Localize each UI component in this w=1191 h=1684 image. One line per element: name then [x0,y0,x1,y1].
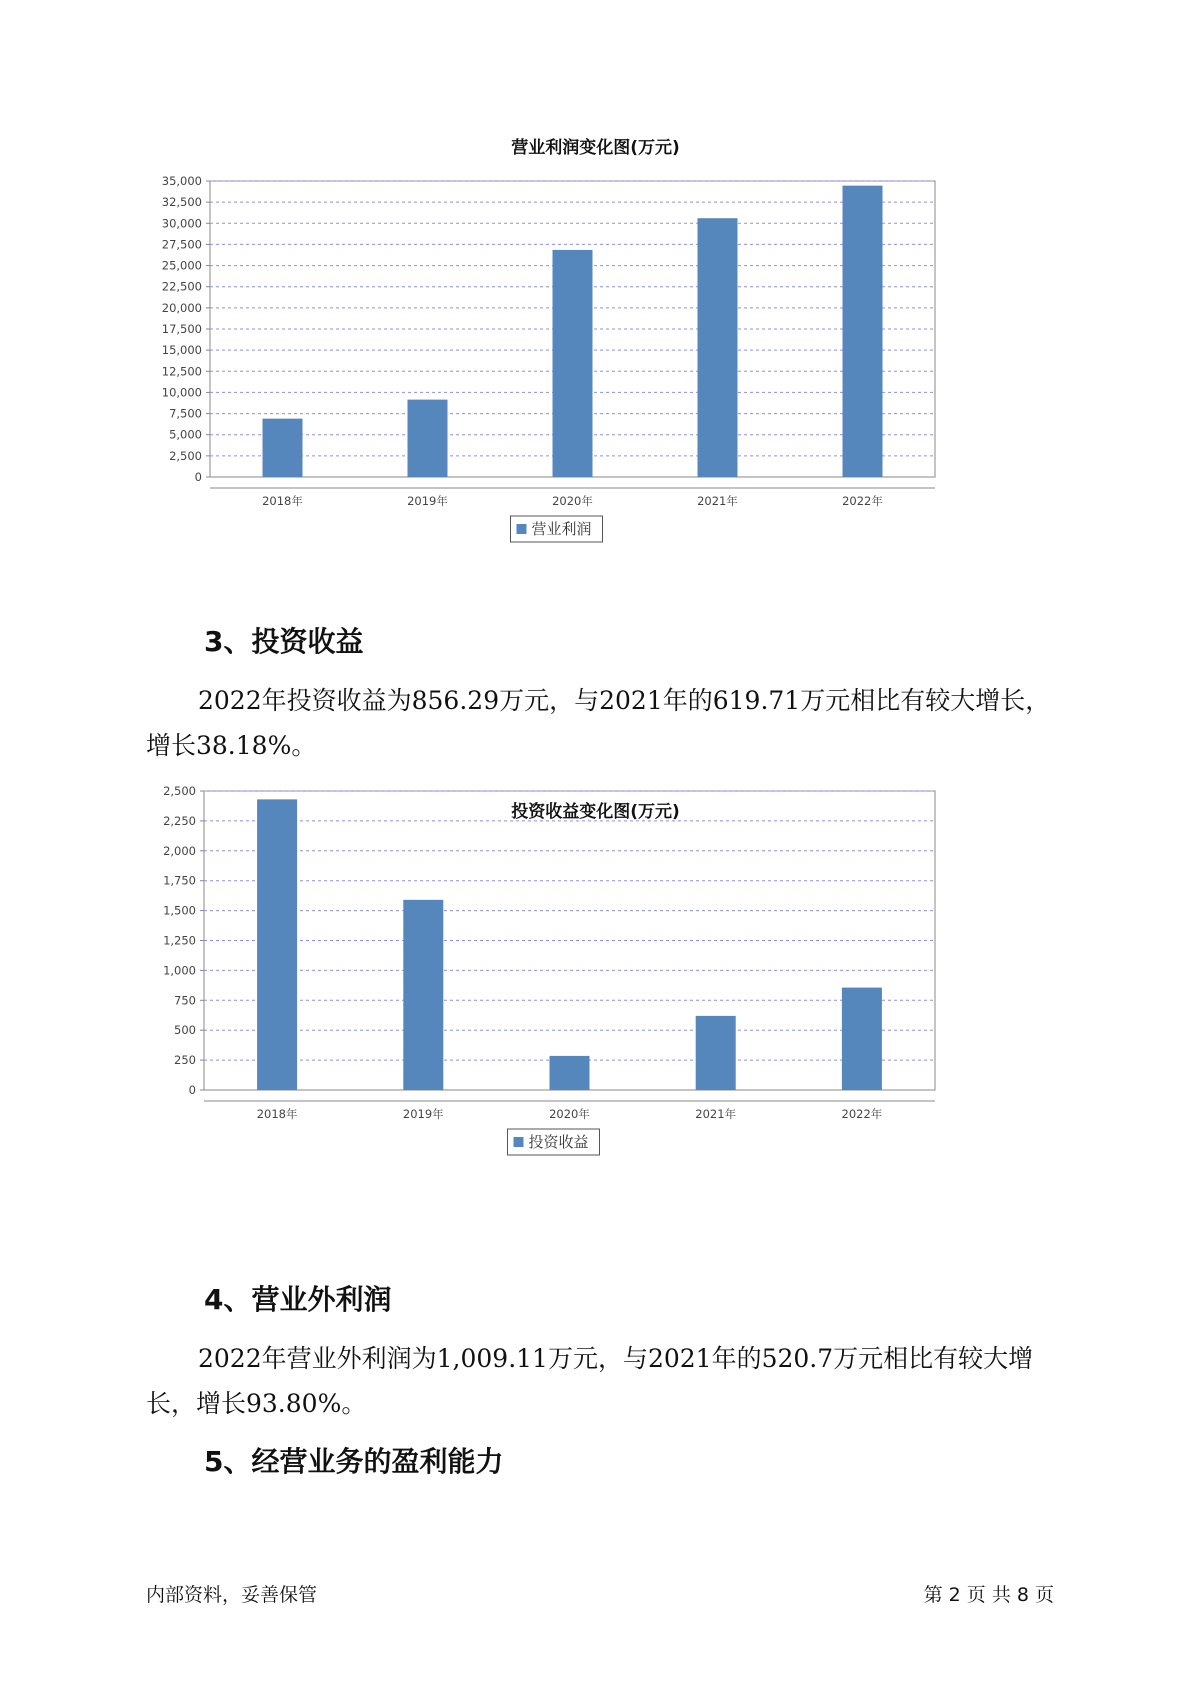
chart2-x-tick-label: 2019年 [402,1107,444,1121]
chart1-bar-2018年 [263,419,303,477]
chart2-title: 投资收益变化图(万元) [511,802,680,822]
chart1-x-tick-label: 2021年 [697,494,738,508]
chart1-y-tick-label: 10,000 [161,385,202,400]
chart2-y-tick-label: 500 [174,1023,196,1038]
chart1-y-tick-label: 0 [194,470,202,484]
chart2-y-tick-label: 250 [174,1053,196,1068]
chart1-bar-2019年 [408,400,448,477]
chart1-y-tick-label: 15,000 [161,343,202,358]
chart2-y-tick-label: 1,500 [163,903,196,918]
chart2-y-tick-label: 1,000 [163,963,196,978]
chart2-y-tick-label: 2,250 [163,813,196,828]
chart2-bar-2019年 [403,900,443,1090]
chart1-bar-2020年 [553,250,593,477]
chart1-y-tick-label: 12,500 [161,364,202,379]
chart1-legend-swatch [517,524,527,534]
chart1-y-tick-label: 2,500 [169,448,202,463]
section-5-heading: 5、经营业务的盈利能力 [204,1445,504,1478]
chart2-y-tick-label: 2,000 [163,843,196,858]
operating-profit-chart [0,170,1191,590]
chart2-bar-2021年 [696,1016,736,1090]
chart1-x-tick-label: 2018年 [262,494,303,508]
chart2-x-tick-label: 2022年 [841,1107,883,1121]
chart2-x-tick-label: 2018年 [256,1107,298,1121]
chart2-bar-2022年 [842,988,882,1090]
chart1-x-tick-label: 2020年 [552,494,593,508]
chart1-y-tick-label: 35,000 [161,174,202,188]
chart2-y-tick-label: 2,500 [163,784,196,798]
chart1-y-tick-label: 5,000 [169,427,202,442]
chart1-y-tick-label: 30,000 [161,216,202,231]
section-4-paragraph: 2022年营业外利润为1,009.11万元，与2021年的520.7万元相比有较大增长，增长93.80%。 [146,1344,1034,1418]
footer-confidential-note: 内部资料，妥善保管 [146,1584,318,1606]
section-3-paragraph: 2022年投资收益为856.29万元，与2021年的619.71万元相比有较大增长，增长38.18%。 [146,686,1051,760]
chart2-y-tick-label: 750 [174,993,196,1008]
section-4-heading: 4、营业外利润 [204,1283,392,1316]
section-3-heading: 3、投资收益 [204,625,364,658]
chart1-y-tick-label: 17,500 [161,322,202,336]
chart1-y-tick-label: 32,500 [161,195,202,210]
chart2-y-tick-label: 0 [188,1083,196,1097]
chart2-y-tick-label: 1,750 [163,873,196,888]
chart1-x-tick-label: 2022年 [842,494,883,508]
chart2-legend-swatch [514,1137,524,1147]
chart2-bar-2020年 [550,1056,590,1090]
chart2-y-tick-label: 1,250 [163,933,196,948]
chart2-x-tick-label: 2020年 [549,1107,590,1121]
chart1-legend-label: 营业利润 [531,520,592,538]
footer-page-number: 第 2 页 共 8 页 [923,1584,1054,1606]
chart1-title: 营业利润变化图(万元) [511,138,680,158]
chart1-y-tick-label: 20,000 [161,300,202,315]
chart1-bar-2022年 [843,186,883,477]
chart1-x-tick-label: 2019年 [407,494,448,508]
chart1-y-tick-label: 27,500 [161,237,202,252]
chart2-bar-2018年 [257,799,297,1090]
chart1-bar-2021年 [698,218,738,477]
chart2-x-tick-label: 2021年 [695,1107,737,1121]
chart1-y-tick-label: 7,500 [169,406,202,421]
chart2-legend-label: 投资收益 [528,1133,589,1151]
chart1-y-tick-label: 25,000 [161,258,202,273]
chart1-y-tick-label: 22,500 [161,279,202,294]
